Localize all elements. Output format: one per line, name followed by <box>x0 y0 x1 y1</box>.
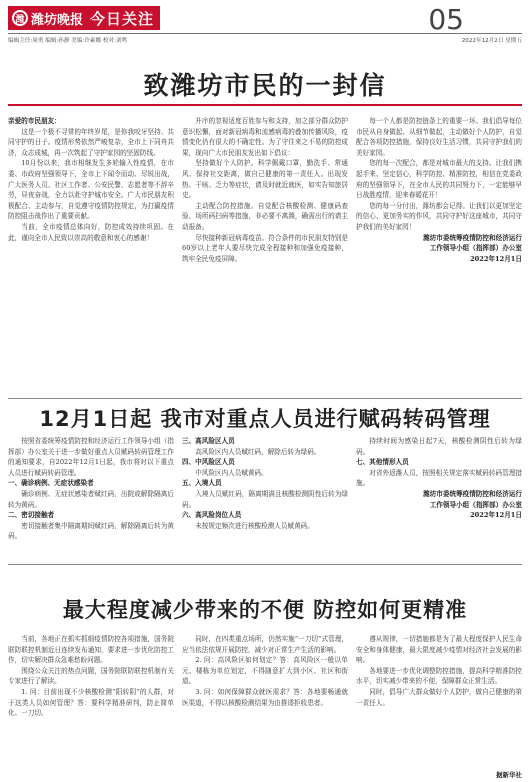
article2-body <box>8 436 522 562</box>
subheading: 七、其他情形人员 <box>356 458 409 467</box>
paragraph: 这是一个极不寻常的年终岁尾，是你我咬牙坚持、共同守护的日子。疫情形势依然严峻复杂，全市上下同舟共济，众志成城，再一次筑起了守护家园的坚固防线。 <box>8 127 174 157</box>
paragraph: 持续时间为感染日起7天，核酸检测阴性后转为绿码。 <box>356 437 522 456</box>
paragraph: 您的每一分付出，潍坊都会记得。让我们以更加坚定的信心、更加务实的作风，共同守护好这座城市，共同守护我们的美好家园！ <box>356 201 522 231</box>
logo-emblem-icon: 潍 <box>12 10 28 26</box>
section-divider <box>8 398 522 399</box>
article1-body <box>8 116 522 396</box>
signature-line: 工作领导小组（指挥部）办公室 <box>429 500 522 509</box>
paragraph: 3. 问：如何保障群众就医需求？答：各地要畅通就医渠道，不得以核酸检测结果为由推诿拒收患者。 <box>182 687 348 707</box>
article1-col1 <box>8 116 174 396</box>
subheading: 二、密切接触者 <box>8 511 55 520</box>
page-number: 05 <box>428 3 464 36</box>
paragraph: 各地要进一步优化调整防控措施，提高科学精准防控水平，切实减少带来的不便，保障群众正常生活。 <box>356 666 522 686</box>
newspaper-logo <box>8 6 160 30</box>
paragraph: 确诊病例、无症状感染者赋红码，出院或解除隔离后转为黄码。 <box>8 489 174 509</box>
article1-title: 致潍坊市民的一封信 <box>143 71 387 100</box>
article2-col3 <box>356 436 522 562</box>
subheading: 三、高风险区人员 <box>182 437 235 445</box>
signature-line: 工作领导小组（指挥部）办公室 <box>429 244 522 253</box>
paragraph: 升序的忽视适度百姓参与和支持，加之部分群众防护意识松懈，面对新冠病毒和流感病毒的叠加传播风险，疫情变化仍有很大的不确定性。为了守住来之不易的防控成果，现向广大市民朋友发出如下倡议： <box>182 117 348 157</box>
paragraph: 当前，各地正在抓实抓细疫情防控各项措施，国务院联防联控机制近日连续发布通知，要求进一步优化防控工作，切实解决群众急难愁盼问题。 <box>8 635 174 665</box>
article2-col2 <box>182 436 348 562</box>
paragraph: 入境人员赋红码，隔离期满且核酸检测阴性后转为绿码。 <box>182 489 348 509</box>
article2-title: 12月1日起 我市对重点人员进行赋码转码管理 <box>39 407 491 431</box>
red-divider <box>8 104 522 106</box>
edition-line <box>8 33 522 44</box>
article3-col2 <box>182 634 348 774</box>
subheading: 六、高风险岗位人员 <box>182 511 242 520</box>
paragraph: 2. 问：高风险区如何划定？答：高风险区一般以单元、楼栋为单位划定，不得随意扩大到小区、社区和街道。 <box>182 656 348 686</box>
paragraph: 每一个人都是防控链条上的重要一环。我们倡导每位市民从自身做起、从细节做起，主动做好个人防护，自觉配合各项防控措施，保持良好生活习惯，共同守护我们的美好家园。 <box>356 117 522 157</box>
article3-col1 <box>8 634 174 774</box>
paragraph: 您的每一次配合，都是对城市最大的支持。让我们携起手来、坚定信心，科学防控、精准防控，相信在党委政府的坚强领导下，在全市人民的共同努力下，一定能够早日战胜疫情，迎来春暖花开！ <box>356 159 522 200</box>
subheading: 亲爱的市民朋友： <box>8 117 61 125</box>
news-agency-byline: 据新华社 <box>492 770 522 779</box>
subheading: 四、中风险区人员 <box>182 458 235 467</box>
paragraph: 主动配合防控措施。自觉配合核酸检测、健康码查验、场所码扫码等措施，非必要不离潍，确需出行的请主动报备。 <box>182 201 348 231</box>
paragraph: 中风险区内人员赋黄码。 <box>195 468 268 477</box>
paragraph: 当前，全市疫情总体向好，防控成效持续巩固。在此，谨向全市人民致以崇高的敬意和衷心的感谢！ <box>8 222 174 242</box>
article3-body <box>8 634 522 774</box>
signature-line: 2022年12月1日 <box>470 254 522 263</box>
paragraph: 高风险区内人员赋红码，解除后转为绿码。 <box>195 447 321 456</box>
article3-title: 最大程度减少带来的不便 防控如何更精准 <box>62 598 468 622</box>
paragraph: 遵从规律，一切措施都是为了最大程度保护人民生命安全和身体健康，最大限度减少疫情对经济社会发展的影响。 <box>356 635 522 665</box>
section-divider <box>8 564 522 565</box>
signature-line: 潍坊市委统筹疫情防控和经济运行 <box>423 489 522 498</box>
subheading: 一、确诊病例、无症状感染者 <box>8 479 94 488</box>
paragraph: 对省外返潍人员，按照相关规定落实赋码转码管理措施。 <box>356 468 522 488</box>
paragraph: 10月份以来，我市相继发生多轮输入性疫情，在市委、市政府坚强领导下，全市上下闻令而动、尽锐出战，广大医务人员、社区工作者、公安民警、志愿者等不辞辛劳，昼夜奋战，全力以赴守护城市安全。广大市民朋友积极配合、主动参与，自觉遵守疫情防控规定，为打赢疫情防控阻击战作出了重要贡献。 <box>8 159 174 221</box>
masthead <box>0 0 530 46</box>
paragraph: 同时，在四类重点场所，仍然实施“一刀切”式管理，应当依法依规开展防控，减少对正常生产生活的影响。 <box>182 635 348 654</box>
issue-date: 2022年12月2日 星期五 <box>461 38 522 44</box>
article1-col2 <box>182 116 348 396</box>
paragraph: 同时，倡导广大群众做好个人防护，做自己健康的第一责任人。 <box>356 687 522 707</box>
paragraph: 坚持做好个人防护。科学佩戴口罩，勤洗手、常通风、保持社交距离，做自己健康的第一责任人。出现发热、干咳、乏力等症状，请及时就近就医，如实告知旅居史。 <box>182 159 348 200</box>
paragraph: 尽快接种新冠病毒疫苗。符合条件的市民朋友特别是60岁以上老年人要尽快完成全程接种和加强免疫接种，筑牢全民免疫屏障。 <box>182 233 348 263</box>
section-title: 今日关注 <box>90 9 155 28</box>
article3-col3 <box>356 634 522 774</box>
subheading: 五、入境人员 <box>182 479 222 488</box>
editor-credits: 编辑主任:周勇 编辑:孙静 美编:许素娜 校对:刘鸣 <box>8 38 128 44</box>
paragraph: 未按规定频次进行核酸检测人员赋黄码。 <box>195 521 314 530</box>
signature-line: 2022年12月1日 <box>470 511 522 520</box>
article2-col1 <box>8 436 174 562</box>
paragraph: 密切接触者集中隔离期间赋红码，解除隔离后转为黄码。 <box>8 521 174 541</box>
newspaper-name: 潍坊晚报 <box>31 12 84 28</box>
paragraph: 围绕公众关注的热点问题，国务院联防联控机制有关专家进行了解读。 <box>8 666 174 686</box>
paragraph: 1. 问：目前出现不少核酸检测“阳转阴”的人群，对于这类人员如何管理？答：要科学精准研判，防止简单化、一刀切。 <box>8 687 174 718</box>
article1-col3 <box>356 116 522 396</box>
signature-line: 潍坊市委统筹疫情防控和经济运行 <box>423 233 522 242</box>
paragraph: 按照省委统筹疫情防控和经济运行工作领导小组（指挥部）办公室关于进一步做好重点人员赋码转码管理工作的通知要求，自2022年12月1日起，我市将对以下重点人员进行赋码转码管理。 <box>8 437 174 477</box>
